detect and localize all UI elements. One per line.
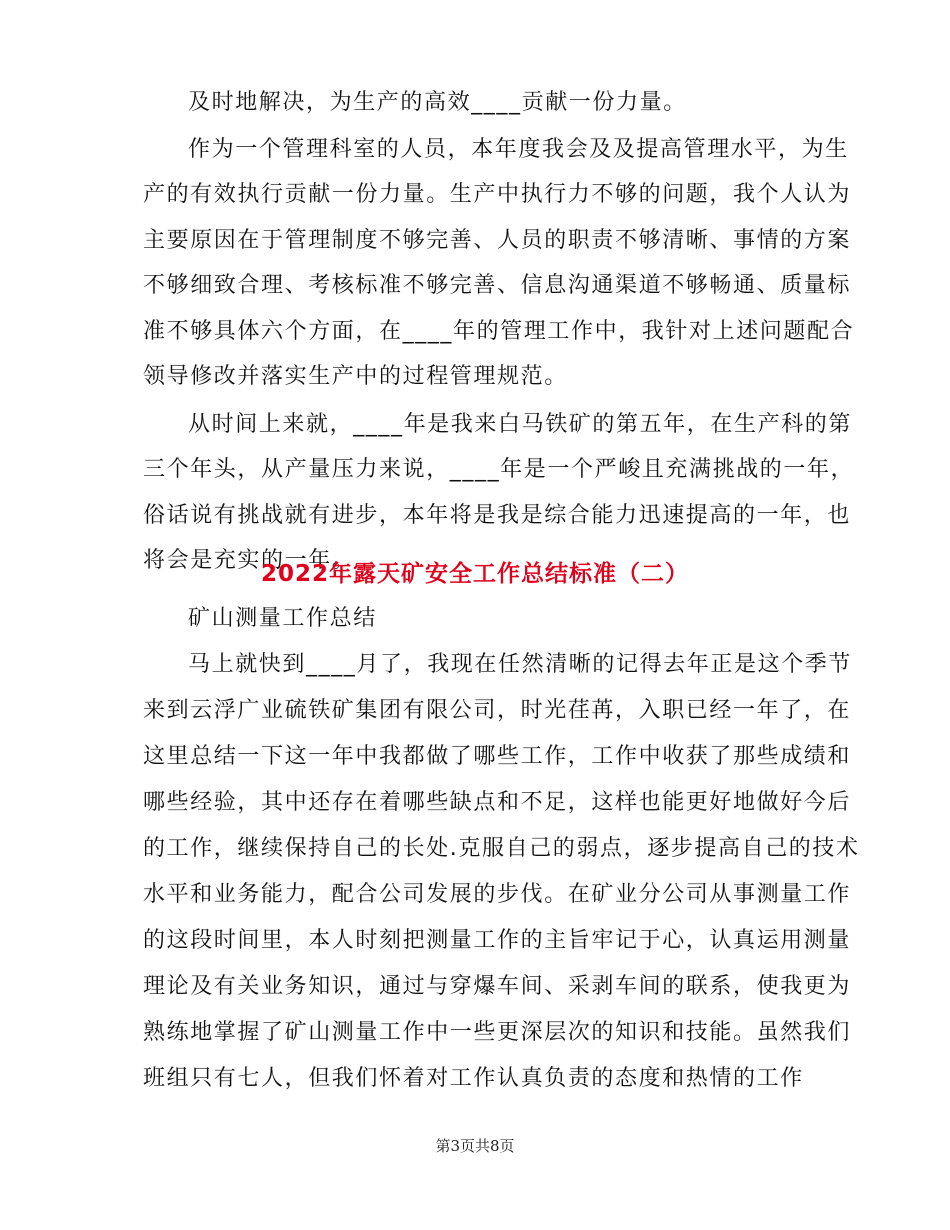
paragraph-line: 及时地解决，为生产的高效____贡献一份力量。 <box>188 90 687 115</box>
paragraph-line: 准不够具体六个方面，在____年的管理工作中，我针对上述问题配合 <box>143 319 855 344</box>
paragraph-line: 的工作，继续保持自己的长处.克服自己的弱点，逐步提高自己的技术 <box>143 836 860 861</box>
paragraph-line: 三个年头，从产量压力来说，____年是一个严峻且充满挑战的一年， <box>143 457 855 482</box>
paragraph-line: 从时间上来就，____年是我来白马铁矿的第五年，在生产科的第 <box>188 412 853 437</box>
paragraph-line: 班组只有七人，但我们怀着对工作认真负责的态度和热情的工作 <box>143 1066 804 1091</box>
paragraph-line: 的这段时间里，本人时刻把测量工作的主旨牢记于心，认真运用测量 <box>143 928 852 953</box>
paragraph-line: 俗话说有挑战就有进步，本年将是我是综合能力迅速提高的一年，也 <box>143 503 852 528</box>
subsection-title: 矿山测量工作总结 <box>188 606 377 631</box>
paragraph-line: 哪些经验，其中还存在着哪些缺点和不足，这样也能更好地做好今后 <box>143 790 852 815</box>
paragraph-line: 熟练地掌握了矿山测量工作中一些更深层次的知识和技能。虽然我们 <box>143 1020 852 1045</box>
paragraph-line: 不够细致合理、考核标准不够完善、信息沟通渠道不够畅通、质量标 <box>143 273 852 298</box>
paragraph-line: 这里总结一下这一年中我都做了哪些工作，工作中收获了那些成绩和 <box>143 744 852 769</box>
paragraph-line: 马上就快到____月了，我现在任然清晰的记得去年正是这个季节 <box>188 652 853 677</box>
paragraph-line: 领导修改并落实生产中的过程管理规范。 <box>143 364 568 389</box>
page-number: 第3页共8页 <box>435 1137 515 1155</box>
paragraph-line: 作为一个管理科室的人员，本年度我会及及提高管理水平，为生 <box>188 137 849 162</box>
paragraph-line: 将会是充实的一年。 <box>143 548 356 573</box>
paragraph-line: 理论及有关业务知识，通过与穿爆车间、采剥车间的联系，使我更为 <box>143 974 852 999</box>
paragraph-line: 产的有效执行贡献一份力量。生产中执行力不够的问题，我个人认为 <box>143 182 852 207</box>
paragraph-line: 来到云浮广业硫铁矿集团有限公司，时光荏苒，入职已经一年了，在 <box>143 698 852 723</box>
section-heading: 2022年露天矿安全工作总结标准（二） <box>260 561 689 587</box>
paragraph-line: 主要原因在于管理制度不够完善、人员的职责不够清晰、事情的方案 <box>143 228 852 253</box>
paragraph-line: 水平和业务能力，配合公司发展的步伐。在矿业分公司从事测量工作 <box>143 882 852 907</box>
